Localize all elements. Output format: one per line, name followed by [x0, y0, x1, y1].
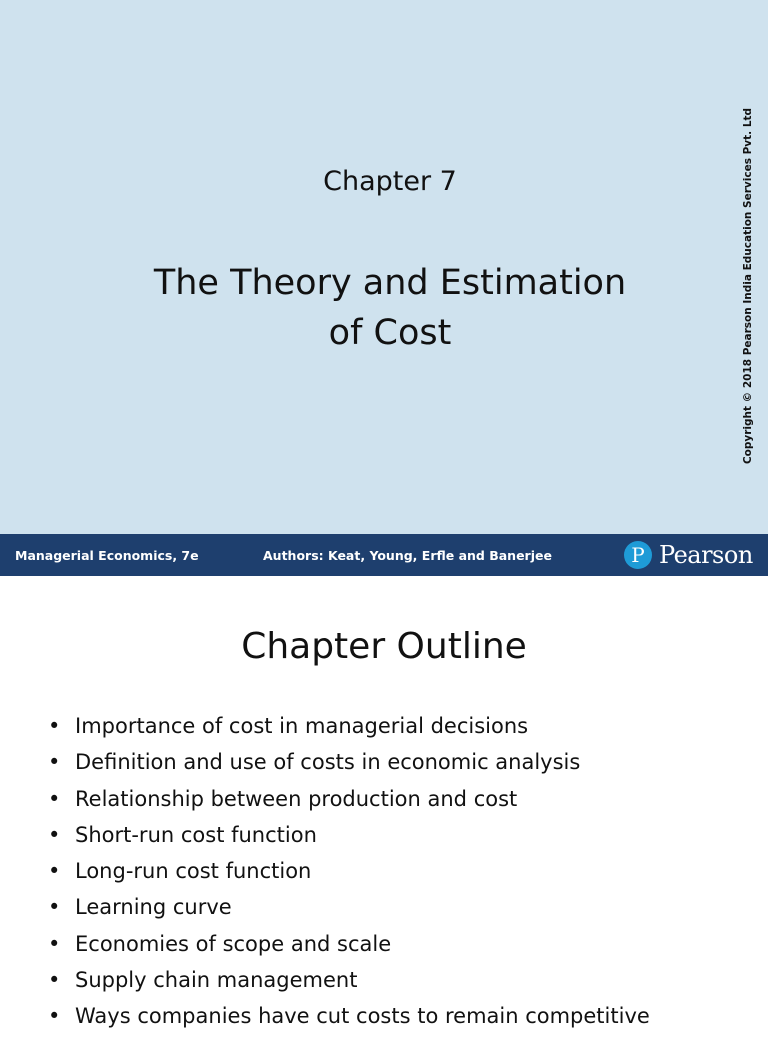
bullet-icon: • — [48, 895, 61, 920]
list-item-text: Supply chain management — [75, 968, 358, 993]
bullet-icon: • — [48, 822, 61, 847]
list-item — [48, 750, 650, 786]
chapter-label: Chapter 7 — [323, 166, 457, 197]
footer-book-title: Managerial Economics, 7e — [15, 548, 199, 563]
pearson-logo — [624, 541, 753, 569]
list-item-text: Long-run cost function — [75, 859, 312, 884]
outline-title: Chapter Outline — [241, 626, 527, 667]
bullet-icon: • — [48, 1004, 61, 1029]
bullet-icon: • — [48, 714, 61, 738]
list-item-text: Economies of scope and scale — [75, 931, 392, 956]
list-item-text: Definition and use of costs in economic analysis — [75, 750, 581, 775]
slide-title-line-1: The Theory and Estimation — [153, 263, 627, 303]
list-item — [48, 968, 650, 1004]
list-item-text: Relationship between production and cost — [75, 786, 518, 811]
outline-list — [48, 714, 650, 1041]
bullet-icon: • — [48, 859, 61, 884]
pearson-logo-icon: P — [624, 541, 652, 569]
list-item — [48, 787, 650, 823]
pearson-logo-text: Pearson — [659, 541, 753, 569]
list-item-text: Importance of cost in managerial decisions — [75, 714, 529, 738]
list-item-text: Short-run cost function — [75, 822, 317, 847]
list-item — [48, 714, 650, 750]
bullet-icon: • — [48, 786, 61, 811]
list-item-text: Learning curve — [75, 895, 232, 920]
list-item — [48, 823, 650, 859]
bullet-icon: • — [48, 968, 61, 993]
slide-title-line-2: of Cost — [328, 313, 452, 353]
bullet-icon: • — [48, 750, 61, 775]
footer-authors: Authors: Keat, Young, Erfle and Banerjee — [263, 548, 552, 563]
copyright-notice: Copyright © 2018 Pearson India Education Services Pvt. Ltd — [742, 107, 754, 465]
bullet-icon: • — [48, 931, 61, 956]
slide-footer — [0, 534, 768, 576]
list-item — [48, 895, 650, 931]
list-item — [48, 859, 650, 895]
slide-title — [0, 258, 768, 358]
outline-slide — [0, 576, 768, 1029]
list-item — [48, 1004, 650, 1040]
list-item — [48, 932, 650, 968]
list-item-text: Ways companies have cut costs to remain competitive — [75, 1004, 650, 1029]
